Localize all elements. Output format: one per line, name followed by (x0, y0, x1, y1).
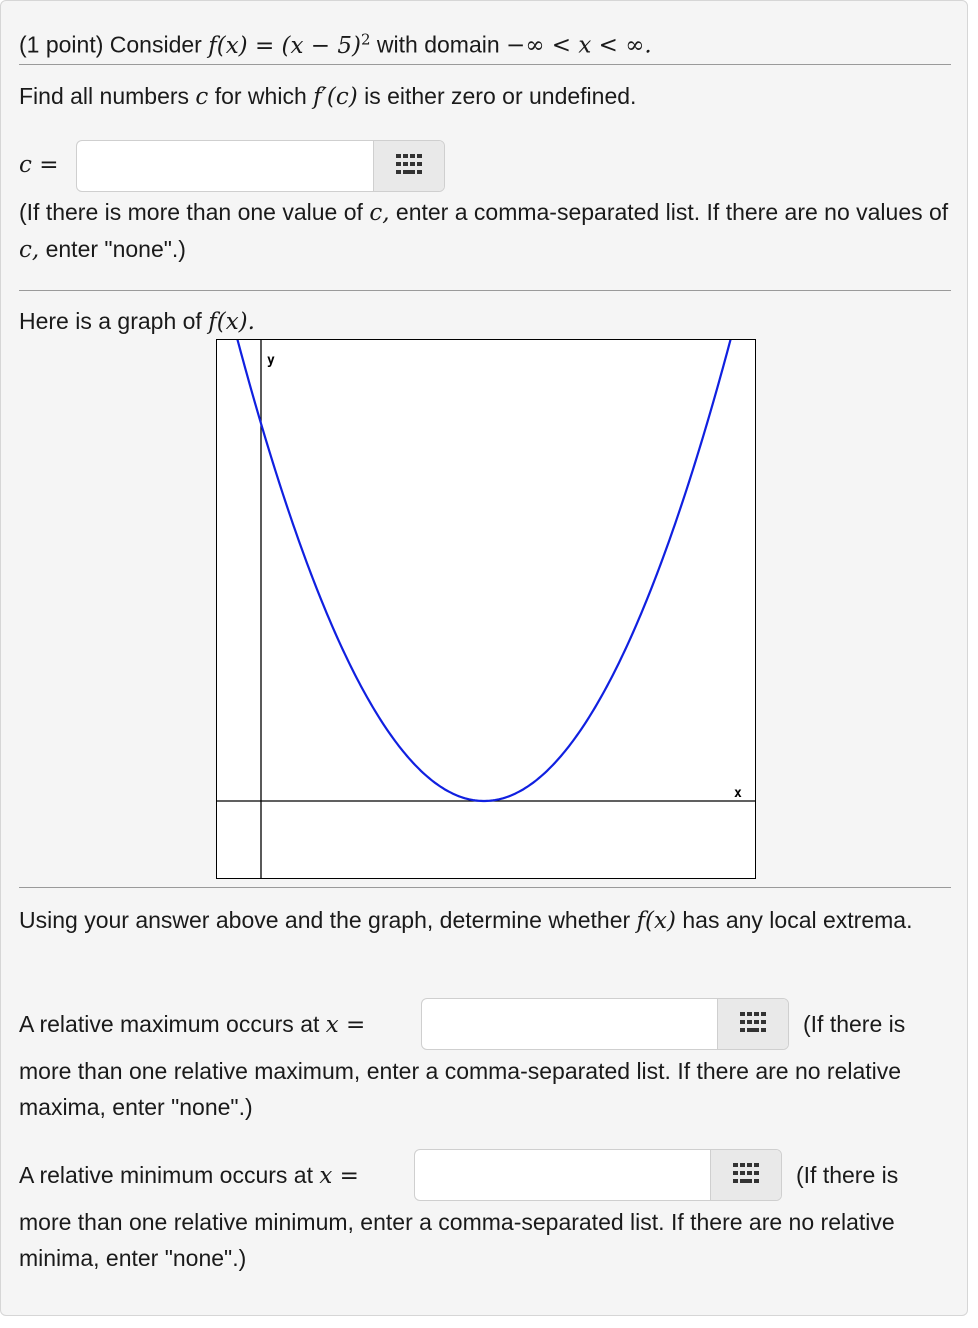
max-label: A relative maximum occurs at x = (19, 1011, 366, 1038)
c-input-label: c = (19, 152, 59, 178)
divider (19, 290, 951, 291)
c-answer-field[interactable] (76, 140, 445, 192)
graph-svg (217, 340, 755, 878)
min-label: A relative minimum occurs at x = (19, 1162, 359, 1189)
max-hint-rest: more than one relative maximum, enter a comma-separated list. If there are no relative maxima, enter "none".) (19, 1058, 902, 1120)
keyboard-grid-icon (396, 154, 422, 179)
x-axis-label: x (734, 786, 742, 801)
y-axis-label: y (267, 353, 275, 368)
keyboard-grid-icon (733, 1163, 759, 1188)
header-domain-text: with domain (376, 31, 500, 58)
part1-prompt: Find all numbers c for which f′(c) is either zero or undefined. (19, 83, 637, 110)
min-answer-field[interactable] (414, 1149, 782, 1201)
header-domain-math: −∞ < x < ∞. (506, 32, 652, 59)
c-keyboard-button[interactable] (373, 141, 444, 191)
keyboard-grid-icon (740, 1012, 766, 1037)
problem-header (19, 21, 652, 64)
parabola-curve (237, 340, 731, 801)
min-answer-input[interactable] (415, 1150, 710, 1200)
min-hint-rest: more than one relative minimum, enter a comma-separated list. If there are no relative minima, enter "none".) (19, 1209, 895, 1271)
function-graph (216, 339, 756, 879)
part2-prompt: Using your answer above and the graph, determine whether f(x) has any local extrema. (19, 907, 913, 934)
c-input-hint: (If there is more than one value of c, enter a comma-separated list. If there are no values of c, enter "none".) (19, 199, 949, 263)
divider (19, 64, 951, 65)
max-keyboard-button[interactable] (717, 999, 788, 1049)
min-keyboard-button[interactable] (710, 1150, 781, 1200)
max-hint-start: (If there is (803, 1011, 906, 1037)
header-function: $f(x) = (x - 5)^2$ (208, 30, 371, 59)
graph-caption: Here is a graph of f(x). (19, 308, 255, 335)
max-answer-field[interactable] (421, 998, 789, 1050)
c-answer-input[interactable] (77, 141, 373, 191)
divider (19, 887, 951, 888)
header-prefix: (1 point) Consider (19, 31, 202, 58)
min-hint-start: (If there is (796, 1162, 899, 1188)
max-answer-input[interactable] (422, 999, 717, 1049)
